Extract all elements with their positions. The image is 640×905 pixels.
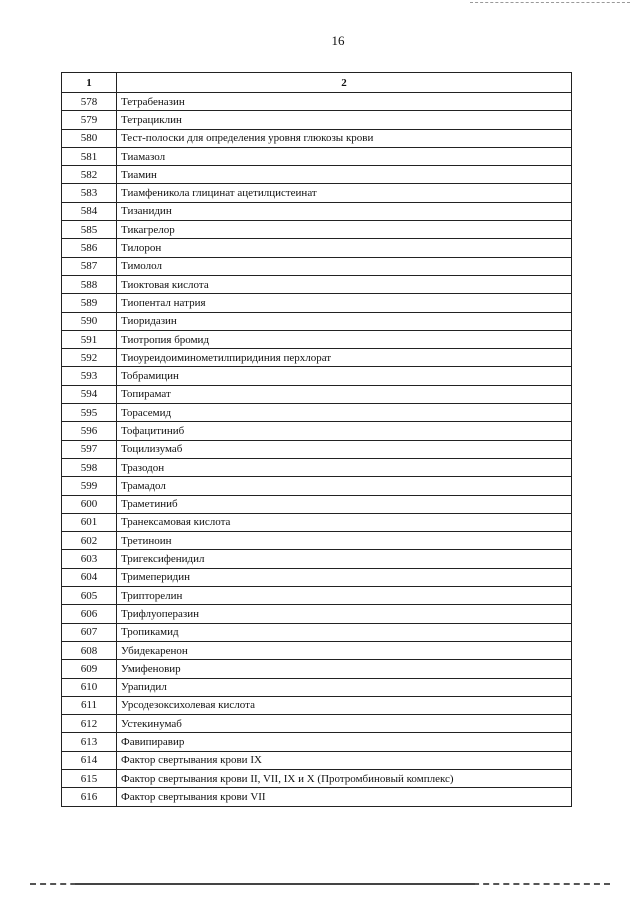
- drug-name: Фактор свертывания крови II, VII, IX и X (Протромбиновый комплекс): [117, 769, 572, 787]
- row-number: 614: [62, 751, 117, 769]
- table-row: [62, 349, 572, 367]
- row-number: 609: [62, 660, 117, 678]
- table-row: [62, 788, 572, 806]
- row-number: 590: [62, 312, 117, 330]
- table-row: [62, 641, 572, 659]
- row-number: 604: [62, 568, 117, 586]
- drug-name: Тикагрелор: [117, 221, 572, 239]
- row-number: 606: [62, 605, 117, 623]
- table-row: [62, 221, 572, 239]
- drug-name: Транексамовая кислота: [117, 513, 572, 531]
- scan-artifact-bottom-line: [75, 883, 475, 885]
- table-row: [62, 239, 572, 257]
- drug-name: Тиамин: [117, 166, 572, 184]
- table-row: [62, 166, 572, 184]
- drug-name: Тиотропия бромид: [117, 330, 572, 348]
- drug-name: Тест-полоски для определения уровня глюкозы крови: [117, 129, 572, 147]
- row-number: 603: [62, 550, 117, 568]
- table-row: [62, 93, 572, 111]
- table-row: [62, 769, 572, 787]
- page-number: 16: [331, 33, 345, 48]
- table-row: [62, 129, 572, 147]
- row-number: 578: [62, 93, 117, 111]
- drug-name: Трифлуоперазин: [117, 605, 572, 623]
- row-number: 584: [62, 202, 117, 220]
- row-number: 589: [62, 294, 117, 312]
- row-number: 605: [62, 587, 117, 605]
- drug-name: Тримеперидин: [117, 568, 572, 586]
- table-row: [62, 550, 572, 568]
- drug-name: Третиноин: [117, 532, 572, 550]
- drug-name: Тетрабеназин: [117, 93, 572, 111]
- row-number: 615: [62, 769, 117, 787]
- drug-name: Тиоуреидоиминометилпиридиния перхлорат: [117, 349, 572, 367]
- column-header-name: 2: [117, 73, 572, 93]
- table-row: [62, 257, 572, 275]
- row-number: 593: [62, 367, 117, 385]
- table-row: [62, 605, 572, 623]
- table-row: [62, 458, 572, 476]
- scan-artifact-top: [470, 2, 630, 3]
- drug-name: Тизанидин: [117, 202, 572, 220]
- table-row: [62, 184, 572, 202]
- row-number: 607: [62, 623, 117, 641]
- drug-name: Урсодезоксихолевая кислота: [117, 696, 572, 714]
- row-number: 600: [62, 495, 117, 513]
- table-row: [62, 495, 572, 513]
- column-header-number: 1: [62, 73, 117, 93]
- row-number: 585: [62, 221, 117, 239]
- drug-name: Тиамфеникола глицинат ацетилцистеинат: [117, 184, 572, 202]
- drug-name: Топирамат: [117, 385, 572, 403]
- drug-name: Трипторелин: [117, 587, 572, 605]
- row-number: 583: [62, 184, 117, 202]
- table-row: [62, 275, 572, 293]
- drug-name: Тимолол: [117, 257, 572, 275]
- table-row: [62, 312, 572, 330]
- drug-name: Тетрациклин: [117, 111, 572, 129]
- drug-name: Тразодон: [117, 458, 572, 476]
- drug-name: Тиопентал натрия: [117, 294, 572, 312]
- table-row: [62, 568, 572, 586]
- table-row: [62, 696, 572, 714]
- table-row: [62, 294, 572, 312]
- table-header-row: [62, 73, 572, 93]
- row-number: 602: [62, 532, 117, 550]
- row-number: 594: [62, 385, 117, 403]
- drug-name: Тропикамид: [117, 623, 572, 641]
- row-number: 608: [62, 641, 117, 659]
- row-number: 611: [62, 696, 117, 714]
- row-number: 595: [62, 404, 117, 422]
- row-number: 591: [62, 330, 117, 348]
- drug-name: Тиоктовая кислота: [117, 275, 572, 293]
- table-row: [62, 422, 572, 440]
- table-row: [62, 660, 572, 678]
- table-row: [62, 751, 572, 769]
- table-row: [62, 587, 572, 605]
- row-number: 613: [62, 733, 117, 751]
- row-number: 598: [62, 458, 117, 476]
- row-number: 596: [62, 422, 117, 440]
- row-number: 592: [62, 349, 117, 367]
- table-row: [62, 202, 572, 220]
- row-number: 599: [62, 477, 117, 495]
- row-number: 581: [62, 147, 117, 165]
- drug-name: Трамадол: [117, 477, 572, 495]
- row-number: 579: [62, 111, 117, 129]
- table-row: [62, 623, 572, 641]
- drug-name: Тобрамицин: [117, 367, 572, 385]
- drug-name: Тиоридазин: [117, 312, 572, 330]
- table-row: [62, 733, 572, 751]
- drug-name: Фактор свертывания крови IX: [117, 751, 572, 769]
- row-number: 610: [62, 678, 117, 696]
- row-number: 612: [62, 715, 117, 733]
- table-row: [62, 111, 572, 129]
- drug-name: Тригексифенидил: [117, 550, 572, 568]
- table-row: [62, 367, 572, 385]
- drug-list-table: [61, 72, 572, 807]
- table-row: [62, 147, 572, 165]
- drug-name: Тофацитиниб: [117, 422, 572, 440]
- table-row: [62, 477, 572, 495]
- table-row: [62, 330, 572, 348]
- table-row: [62, 513, 572, 531]
- table-row: [62, 440, 572, 458]
- table-row: [62, 385, 572, 403]
- row-number: 580: [62, 129, 117, 147]
- row-number: 586: [62, 239, 117, 257]
- row-number: 588: [62, 275, 117, 293]
- drug-name: Убидекаренон: [117, 641, 572, 659]
- drug-name: Устекинумаб: [117, 715, 572, 733]
- drug-name: Торасемид: [117, 404, 572, 422]
- row-number: 587: [62, 257, 117, 275]
- drug-name: Тоцилизумаб: [117, 440, 572, 458]
- table-row: [62, 404, 572, 422]
- table-row: [62, 532, 572, 550]
- drug-name: Тиамазол: [117, 147, 572, 165]
- drug-name: Фактор свертывания крови VII: [117, 788, 572, 806]
- drug-name: Урапидил: [117, 678, 572, 696]
- table-row: [62, 678, 572, 696]
- row-number: 601: [62, 513, 117, 531]
- table-row: [62, 715, 572, 733]
- drug-name: Траметиниб: [117, 495, 572, 513]
- drug-name: Тилорон: [117, 239, 572, 257]
- row-number: 616: [62, 788, 117, 806]
- drug-name: Фавипиравир: [117, 733, 572, 751]
- row-number: 597: [62, 440, 117, 458]
- drug-name: Умифеновир: [117, 660, 572, 678]
- row-number: 582: [62, 166, 117, 184]
